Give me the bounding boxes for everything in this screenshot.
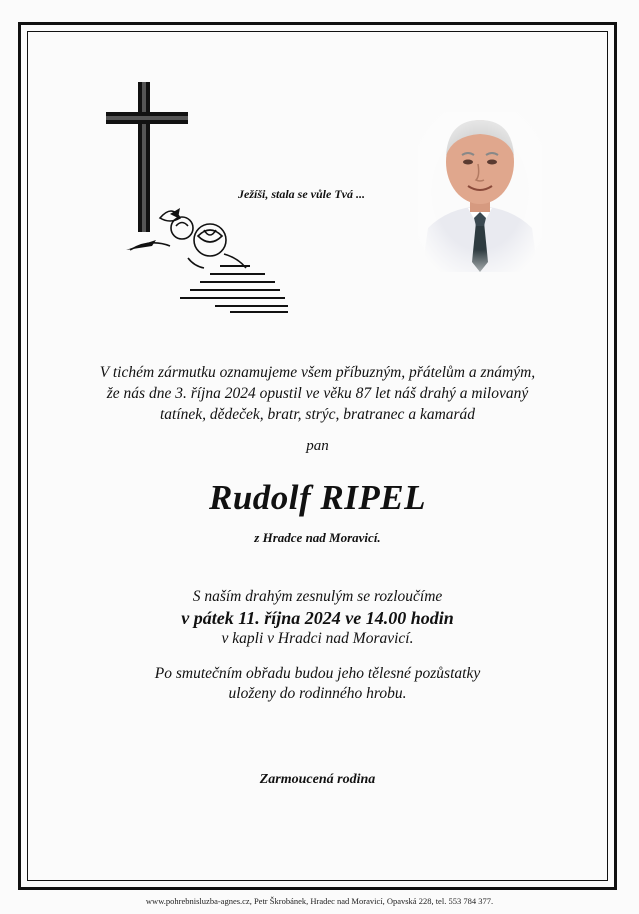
portrait-photo [418, 112, 542, 272]
ceremony-text [40, 664, 595, 704]
salutation: pan [306, 438, 329, 454]
ceremony-line-1: Po smutečním obřadu budou jeho tělesné pozůstatky [154, 665, 481, 682]
farewell-place: v kapli v Hradci nad Moravicí. [221, 630, 414, 647]
announcement-line-2: že nás dne 3. října 2024 opustil ve věku 87 let náš drahý a milovaný [106, 385, 529, 402]
announcement-line-3: tatínek, dědeček, bratr, strýc, bratranec a kamarád [159, 406, 476, 423]
announcement-line-1: V tichém zármutku oznamujeme všem příbuzným, přátelům a známým, [99, 364, 536, 381]
farewell-date: v pátek 11. října 2024 ve 14.00 hodin [181, 608, 454, 628]
footer-contact: www.pohrebnisluzba-agnes.cz, Petr Škrobánek, Hradec nad Moravicí, Opavská 228, tel. 553 784 377. [145, 896, 494, 906]
ceremony-line-2: uloženy do rodinného hrobu. [228, 685, 407, 702]
motto: Ježíši, stala se vůle Tvá ... [238, 187, 365, 201]
farewell-text [40, 587, 595, 649]
farewell-line: S naším drahým zesnulým se rozloučíme [192, 588, 443, 605]
deceased-origin: z Hradce nad Moravicí. [254, 530, 381, 545]
deceased-name: Rudolf RIPEL [208, 478, 426, 517]
family-signature: Zarmoucená rodina [259, 772, 376, 787]
announcement-text [40, 362, 595, 425]
